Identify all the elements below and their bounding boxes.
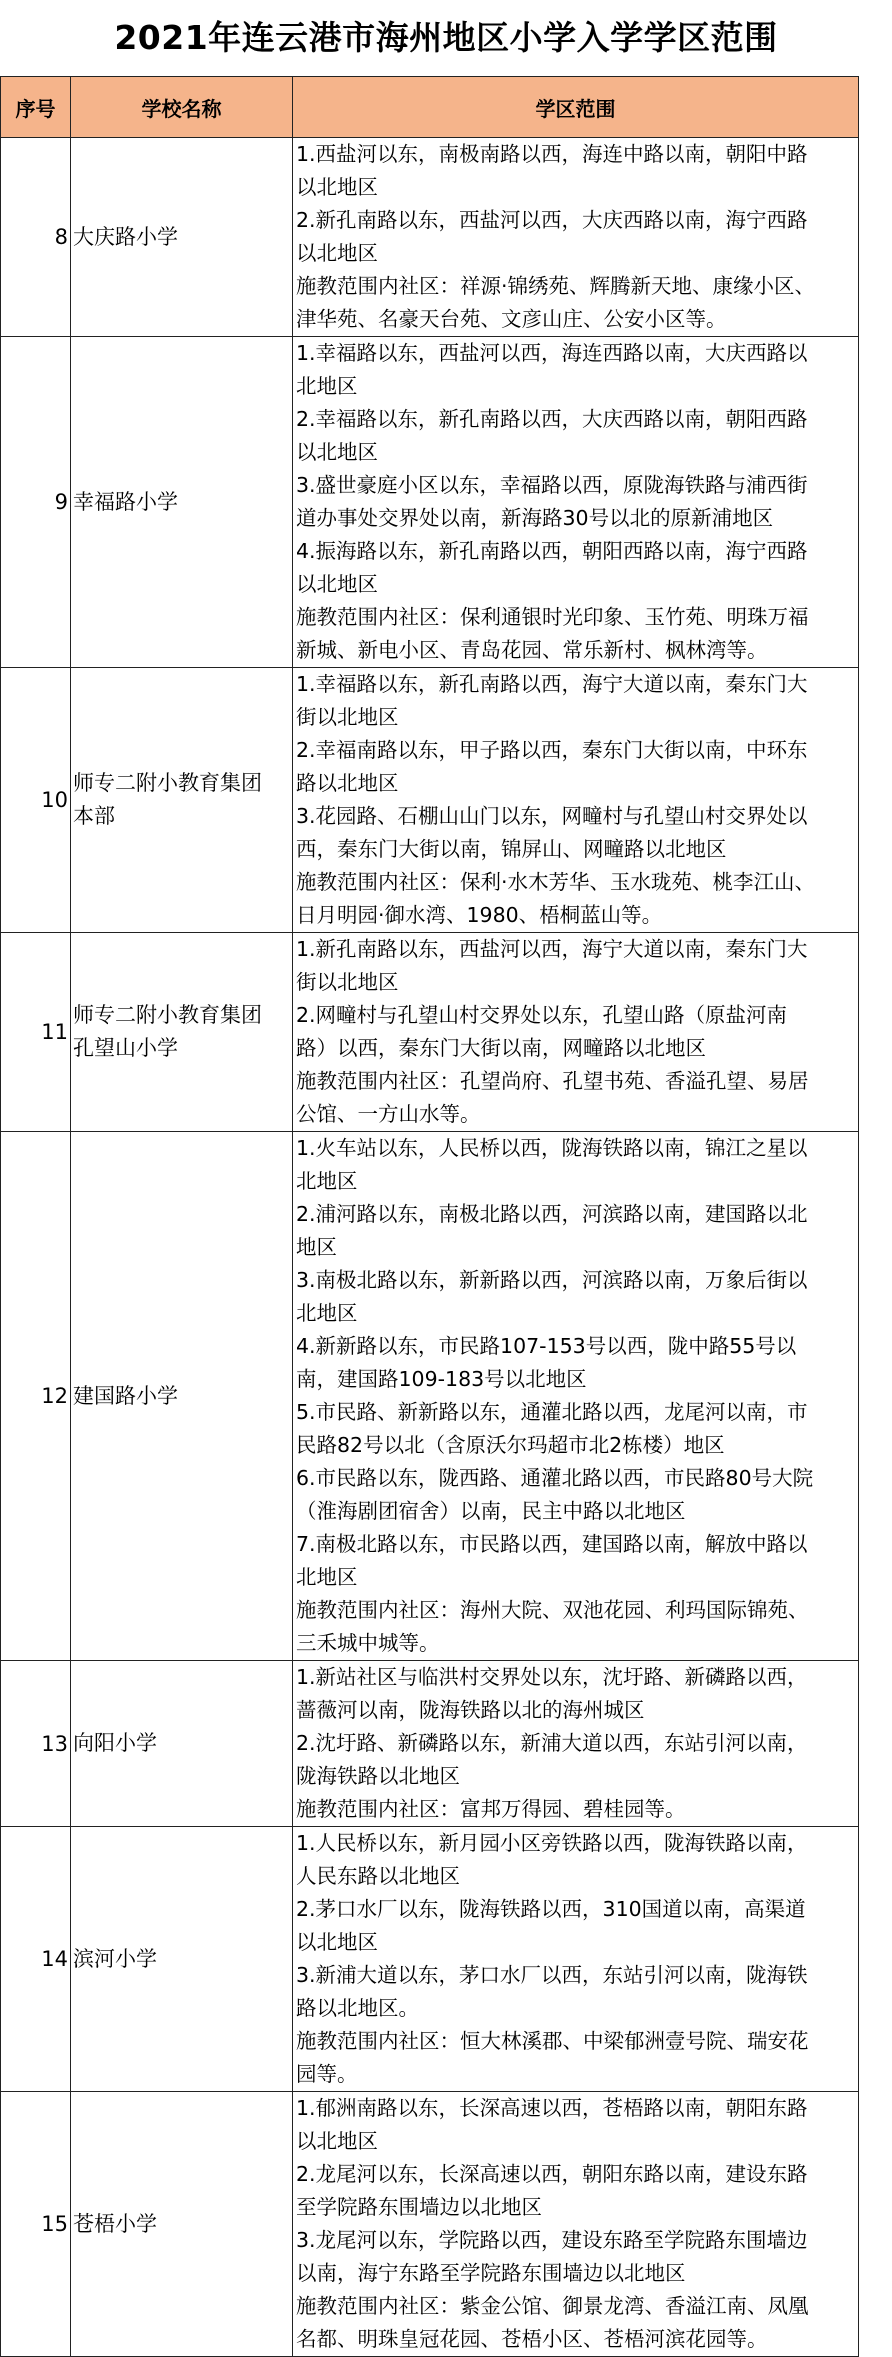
table-row: [1, 1827, 859, 2092]
table-row: [1, 1132, 859, 1661]
district-scope-line: 1.新孔南路以东，西盐河以西，海宁大道以南，秦东门大: [296, 937, 808, 961]
district-scope: [293, 2092, 859, 2357]
district-scope-line: 2.网疃村与孔望山村交界处以东，孔望山路（原盐河南: [296, 1003, 788, 1027]
district-scope-line: 津华苑、名豪天台苑、文彦山庄、公安小区等。: [296, 307, 727, 331]
district-scope-line: 以北地区: [296, 1930, 378, 1954]
district-scope-line: 6.市民路以东，陇西路、通灌北路以西，市民路80号大院: [296, 1466, 814, 1490]
district-scope-line: 4.振海路以东，新孔南路以西，朝阳西路以南，海宁西路: [296, 539, 808, 563]
district-scope-line: 以北地区: [296, 175, 378, 199]
table-header-row: [1, 77, 859, 138]
district-scope-line: 北地区: [296, 1301, 358, 1325]
district-scope-line: 施教范围内社区：保利通银时光印象、玉竹苑、明珠万福: [296, 605, 809, 629]
district-scope-line: 北地区: [296, 1565, 358, 1589]
school-name: [71, 933, 293, 1132]
district-scope-line: 路以北地区: [296, 771, 399, 795]
school-name: [71, 1827, 293, 2092]
school-name-line: 师专二附小教育集团: [73, 771, 262, 795]
school-name-line: 孔望山小学: [73, 1036, 178, 1060]
table-row: [1, 1661, 859, 1827]
school-name-line: 本部: [73, 804, 115, 828]
district-scope-line: 蔷薇河以南，陇海铁路以北的海州城区: [296, 1698, 645, 1722]
district-scope-line: 2.茅口水厂以东，陇海铁路以西，310国道以南，高渠道: [296, 1897, 806, 1921]
row-index: 9: [1, 337, 71, 668]
district-scope-line: 道办事处交界处以南，新海路30号以北的原新浦地区: [296, 506, 774, 530]
district-scope-line: 路以北地区。: [296, 1996, 419, 2020]
district-scope-line: 日月明园·御水湾、1980、梧桐蓝山等。: [296, 903, 663, 927]
district-scope: [293, 138, 859, 337]
table-row: [1, 933, 859, 1132]
district-scope-line: 3.盛世豪庭小区以东，幸福路以西，原陇海铁路与浦西街: [296, 473, 808, 497]
district-scope-line: 2.幸福南路以东，甲子路以西，秦东门大街以南，中环东: [296, 738, 808, 762]
district-scope-line: 名都、明珠皇冠花园、苍梧小区、苍梧河滨花园等。: [296, 2327, 768, 2351]
row-index: 14: [1, 1827, 71, 2092]
school-name: [71, 337, 293, 668]
district-scope: [293, 1827, 859, 2092]
district-scope-line: 南，建国路109-183号以北地区: [296, 1367, 587, 1391]
district-scope-line: 施教范围内社区：富邦万得园、碧桂园等。: [296, 1797, 686, 1821]
row-index: 13: [1, 1661, 71, 1827]
page-title: 2021年连云港市海州地区小学入学学区范围: [114, 18, 778, 57]
district-scope-line: 施教范围内社区：保利·水木芳华、玉水珑苑、桃李江山、: [296, 870, 816, 894]
district-scope-line: 4.新新路以东，市民路107-153号以西，陇中路55号以: [296, 1334, 797, 1358]
header-index: 序号: [1, 77, 71, 138]
district-scope-line: 以北地区: [296, 572, 378, 596]
district-scope-line: 路）以西，秦东门大街以南，网疃路以北地区: [296, 1036, 706, 1060]
district-scope-line: 以南，海宁东路至学院路东围墙边以北地区: [296, 2261, 686, 2285]
district-scope-line: 施教范围内社区：祥源·锦绣苑、辉腾新天地、康缘小区、: [296, 274, 816, 298]
district-scope-line: 2.新孔南路以东，西盐河以西，大庆西路以南，海宁西路: [296, 208, 808, 232]
district-scope: [293, 1661, 859, 1827]
district-scope-line: 施教范围内社区：海州大院、双池花园、利玛国际锦苑、: [296, 1598, 809, 1622]
district-scope-line: 2.沈圩路、新磷路以东，新浦大道以西，东站引河以南，: [296, 1731, 808, 1755]
school-name: [71, 2092, 293, 2357]
district-scope-line: 西，秦东门大街以南，锦屏山、网疃路以北地区: [296, 837, 727, 861]
header-school-name: 学校名称: [71, 77, 293, 138]
district-scope-line: 以北地区: [296, 241, 378, 265]
district-scope-line: 以北地区: [296, 2129, 378, 2153]
district-scope-line: 2.龙尾河以东，长深高速以西，朝阳东路以南，建设东路: [296, 2162, 808, 2186]
table-row: [1, 668, 859, 933]
district-scope-line: 施教范围内社区：孔望尚府、孔望书苑、香溢孔望、易居: [296, 1069, 809, 1093]
district-scope-line: 园等。: [296, 2062, 358, 2086]
district-scope-line: 施教范围内社区：紫金公馆、御景龙湾、香溢江南、凤凰: [296, 2294, 809, 2318]
district-scope-line: 3.新浦大道以东，茅口水厂以西，东站引河以南，陇海铁: [296, 1963, 808, 1987]
district-scope-line: 3.龙尾河以东，学院路以西，建设东路至学院路东围墙边: [296, 2228, 808, 2252]
district-scope-line: 民路82号以北（含原沃尔玛超市北2栋楼）地区: [296, 1433, 725, 1457]
district-scope-line: 街以北地区: [296, 970, 399, 994]
school-name-line: 幸福路小学: [73, 489, 178, 514]
school-name-line: 滨河小学: [73, 1946, 157, 1971]
district-scope-line: 以北地区: [296, 440, 378, 464]
district-scope-line: 新城、新电小区、青岛花园、常乐新村、枫林湾等。: [296, 638, 768, 662]
school-name: [71, 1132, 293, 1661]
district-scope-line: 1.西盐河以东，南极南路以西，海连中路以南，朝阳中路: [296, 142, 808, 166]
header-district-scope: 学区范围: [293, 77, 859, 138]
district-scope-line: 1.新站社区与临洪村交界处以东，沈圩路、新磷路以西，: [296, 1665, 808, 1689]
row-index: 11: [1, 933, 71, 1132]
district-scope-line: 地区: [296, 1235, 337, 1259]
district-scope-line: 陇海铁路以北地区: [296, 1764, 460, 1788]
district-scope-line: 1.幸福路以东，新孔南路以西，海宁大道以南，秦东门大: [296, 672, 808, 696]
district-scope-line: 北地区: [296, 374, 358, 398]
district-scope-line: 公馆、一方山水等。: [296, 1102, 481, 1126]
district-scope-line: 人民东路以北地区: [296, 1864, 460, 1888]
table-row: [1, 337, 859, 668]
school-name-line: 大庆路小学: [73, 224, 178, 249]
district-scope-line: 北地区: [296, 1169, 358, 1193]
district-scope-line: 3.花园路、石棚山山门以东，网疃村与孔望山村交界处以: [296, 804, 808, 828]
district-scope-line: 三禾城中城等。: [296, 1631, 440, 1655]
district-scope-line: 施教范围内社区：恒大林溪郡、中梁郁洲壹号院、瑞安花: [296, 2029, 809, 2053]
district-scope: [293, 668, 859, 933]
table-row: [1, 2092, 859, 2357]
table-row: [1, 138, 859, 337]
row-index: 8: [1, 138, 71, 337]
district-scope-line: 1.火车站以东，人民桥以西，陇海铁路以南，锦江之星以: [296, 1136, 808, 1160]
school-name: [71, 668, 293, 933]
district-scope: [293, 1132, 859, 1661]
district-scope: [293, 933, 859, 1132]
district-scope-line: 街以北地区: [296, 705, 399, 729]
school-name-line: 苍梧小学: [73, 2211, 157, 2236]
school-name: [71, 138, 293, 337]
district-scope: [293, 337, 859, 668]
table-body: [1, 138, 859, 2357]
district-scope-line: 1.幸福路以东，西盐河以西，海连西路以南，大庆西路以: [296, 341, 808, 365]
school-district-table: [0, 76, 859, 2357]
row-index: 15: [1, 2092, 71, 2357]
district-scope-line: （淮海剧团宿舍）以南，民主中路以北地区: [296, 1499, 686, 1523]
school-name-line: 建国路小学: [73, 1383, 178, 1408]
district-scope-line: 3.南极北路以东，新新路以西，河滨路以南，万象后街以: [296, 1268, 808, 1292]
district-scope-line: 7.南极北路以东，市民路以西，建国路以南，解放中路以: [296, 1532, 808, 1556]
district-scope-line: 2.浦河路以东，南极北路以西，河滨路以南，建国路以北: [296, 1202, 808, 1226]
district-scope-line: 1.人民桥以东，新月园小区旁铁路以西，陇海铁路以南，: [296, 1831, 808, 1855]
district-scope-line: 5.市民路、新新路以东，通灌北路以西，龙尾河以南，市: [296, 1400, 808, 1424]
row-index: 10: [1, 668, 71, 933]
school-name-line: 师专二附小教育集团: [73, 1003, 262, 1027]
district-scope-line: 1.郁洲南路以东，长深高速以西，苍梧路以南，朝阳东路: [296, 2096, 808, 2120]
district-scope-line: 至学院路东围墙边以北地区: [296, 2195, 542, 2219]
school-name-line: 向阳小学: [73, 1731, 157, 1755]
school-name: [71, 1661, 293, 1827]
row-index: 12: [1, 1132, 71, 1661]
district-scope-line: 2.幸福路以东，新孔南路以西，大庆西路以南，朝阳西路: [296, 407, 808, 431]
